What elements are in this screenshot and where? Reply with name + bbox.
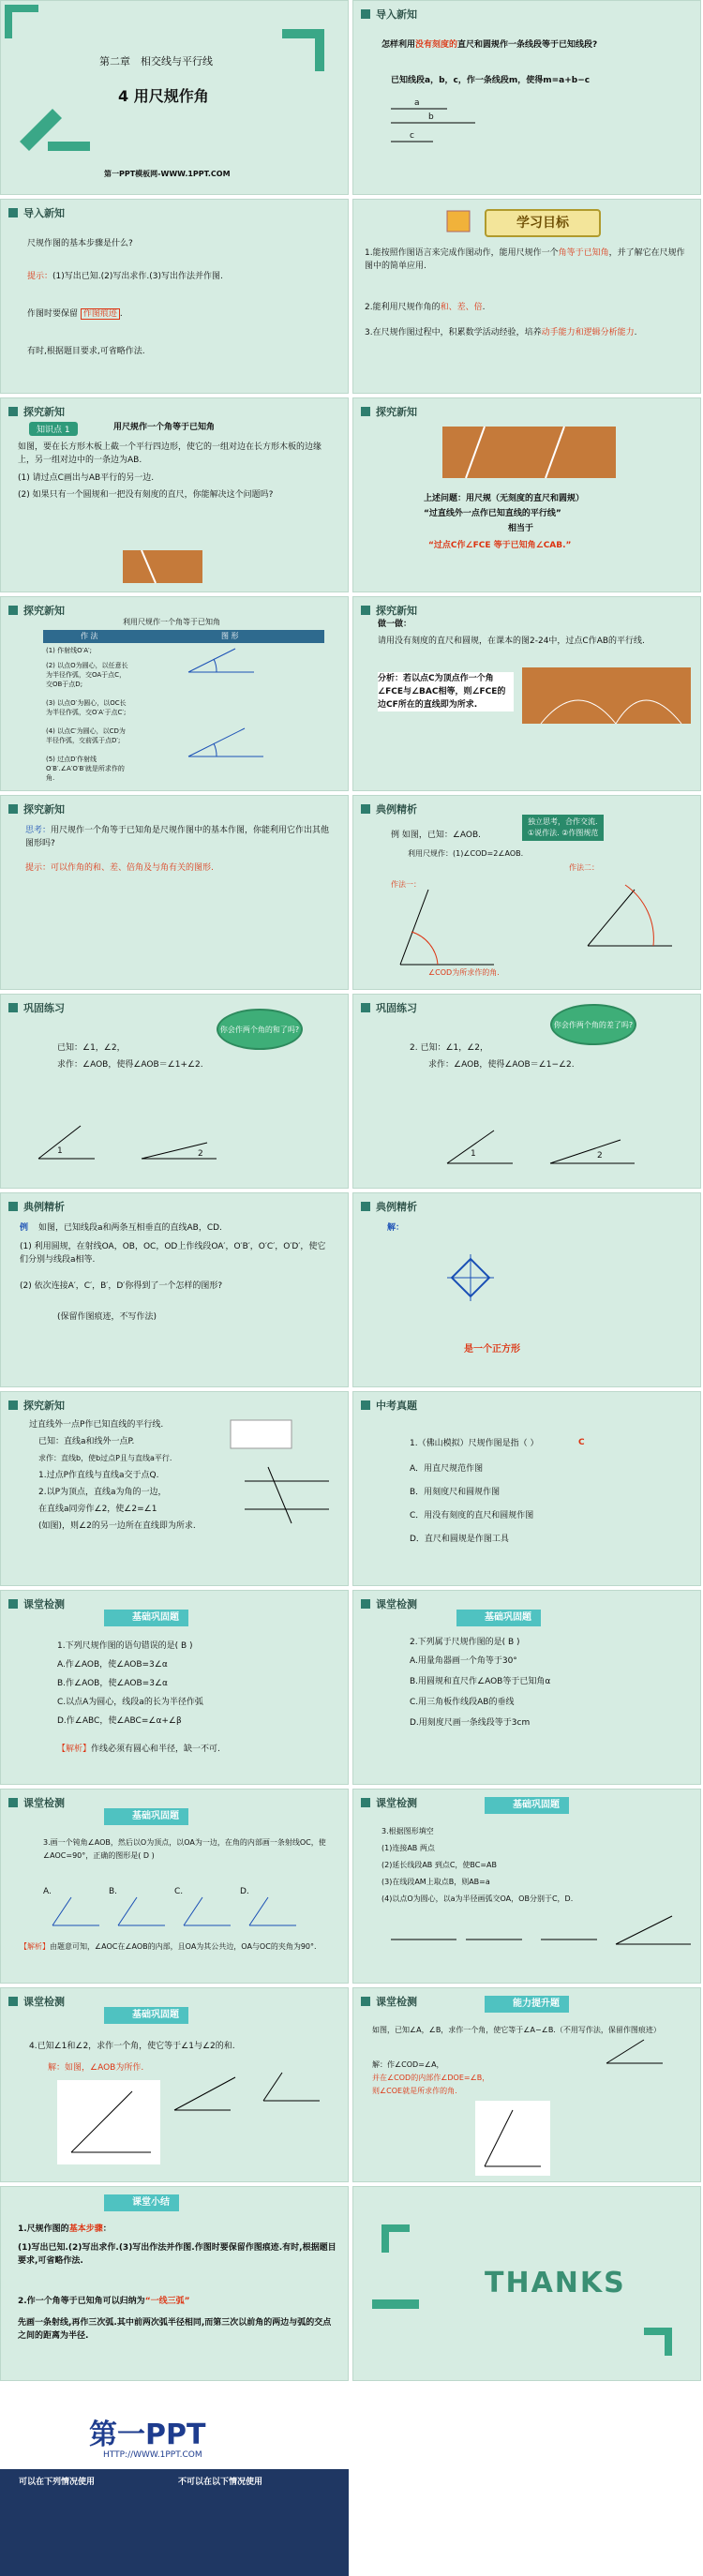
note: (保留作图痕迹，不写作法): [57, 1312, 157, 1322]
kp-title: 用尺规作一个角等于已知角: [113, 423, 216, 432]
hint-text: 提示：可以作角的和、差、倍角及与角有关的图形.: [25, 863, 214, 873]
line-3: 相当于: [508, 524, 534, 533]
figure-diagram: [353, 1790, 701, 1984]
construction-diagram: [353, 796, 701, 990]
slide-9: [0, 795, 349, 990]
question-1: 怎样利用没有刻度的直尺和圆规作一条线段等于已知线段?: [381, 40, 598, 50]
example-label: 例: [20, 1223, 29, 1233]
goal-1: 1.能按照作图语言来完成作图动作，能用尺规作一个角等于已知角，并了解它在尺规作图中的简单应用.: [365, 248, 685, 271]
option-b: B.用圆规和直尺作∠AOB等于已知角α: [410, 1677, 551, 1686]
goals-badge: 学习目标: [485, 209, 601, 237]
given: 已知：直线a和线外一点P.: [38, 1437, 135, 1446]
section-tag: 课堂检测: [361, 1596, 417, 1611]
item-2: (2)延长线段AB 到点C，使BC=AB: [381, 1861, 498, 1869]
solution-3: 则∠COE就是所求作的角.: [372, 2087, 457, 2095]
solution-2: 并在∠COD的内部作∠DOE=∠B，: [372, 2074, 490, 2082]
summary-badge: 课堂小结: [104, 2194, 179, 2211]
method-1: 作法一：: [391, 880, 421, 889]
ad-logo: 第一PPT: [89, 2419, 206, 2451]
requirement: 利用尺规作：(1)∠COD=2∠AOB.: [408, 849, 524, 858]
step-3: (3) 以点O′为圆心，以OC长为半径作弧，交O′A′于点C′;: [46, 699, 127, 716]
ad-info: [0, 2469, 349, 2576]
slide-14: [352, 1192, 701, 1387]
option-c: C.以点A为圆心，线段a的长为半径作弧: [57, 1698, 203, 1707]
section-tag: 探究新知: [8, 404, 65, 419]
problem-text: 如图，要在长方形木板上截一个平行四边形，使它的一组对边在长方形木板的边缘上，另一组对边中的一条边为AB.: [18, 442, 322, 465]
slide-16: [352, 1391, 701, 1586]
question: 1.下列尺规作图的语句错误的是( B ): [57, 1641, 193, 1651]
option-a: A.用量角器画一个角等于30°: [410, 1656, 517, 1666]
note-box: 独立思考，合作交流. ①说作法. ②作图规范: [522, 815, 604, 841]
section-tag: 巩固练习: [8, 1000, 65, 1015]
ad-left-title: 可以在下列情况使用: [19, 2478, 96, 2487]
line-2: “过直线外一点作已知直线的平行线”: [424, 509, 561, 518]
slide-18: [352, 1590, 701, 1785]
option-d: D.用刻度尺画一条线段等于3cm: [410, 1718, 531, 1728]
question-2: (2) 如果只有一个圆规和一把没有刻度的直尺，你能解决这个问题吗?: [18, 490, 274, 500]
result: 是一个正方形: [464, 1344, 520, 1355]
result-text: ∠COD为所求作的角.: [428, 968, 500, 977]
section-tag: 课堂检测: [361, 1795, 417, 1810]
solution-label: 解：: [387, 1223, 405, 1233]
keep-trace: 作图时要保留 作图痕迹 .: [27, 309, 123, 319]
item-4: (4)以点O为圆心，以a为半径画弧交OA，OB分别于C，D.: [381, 1895, 574, 1903]
table-header: 作 法 图 形: [43, 630, 324, 643]
task: 求作：直线b，使b过点P且与直线a平行.: [38, 1454, 172, 1462]
slide-5: [0, 397, 349, 592]
solution: 解：如图，∠AOB为所作.: [48, 2063, 144, 2073]
slide-21: [0, 1987, 349, 2182]
question-bubble: 你会作两个角的差了吗?: [550, 1004, 636, 1045]
goal-2: 2.能利用尺规作角的和、差、倍.: [365, 303, 486, 312]
chapter-title: 第二章 相交线与平行线: [99, 55, 213, 67]
step-4: (4) 以点C′为圆心，以CD为半径作弧，交前弧于点D′;: [46, 727, 126, 744]
slide-4: [352, 199, 701, 394]
option-d: D.作∠ABC，使∠ABC=∠α+∠β: [57, 1716, 182, 1726]
lesson-title: 4 用尺规作角: [118, 87, 209, 105]
think-text: 思考：用尺规作一个角等于已知角是尺规作图中的基本作图，你能利用它作出其他图形吗?: [25, 826, 330, 848]
slide-6: [352, 397, 701, 592]
slide-10: [352, 795, 701, 990]
question: 4.已知∠1和∠2，求作一个角，使它等于∠1与∠2的和.: [29, 2042, 235, 2051]
level-badge: 基础巩固题: [456, 1610, 541, 1626]
angles-diagram: [353, 995, 701, 1189]
slide-11: [0, 994, 349, 1189]
section-tag: 典例精析: [361, 801, 417, 816]
question: 3.画一个钝角∠AOB，然后以O为顶点，以OA为一边，在角的内部画一条射线OC，使∠AOC=90°，正确的图形是( D ): [43, 1838, 326, 1860]
slide-7: [0, 596, 349, 791]
level-badge: 能力提升题: [485, 1996, 569, 2013]
step-3: 在直线a同旁作∠2，使∠2=∠1: [38, 1505, 157, 1514]
example: 例 如图，已知：∠AOB.: [391, 831, 482, 840]
step-2: 2.以P为顶点，直线a为角的一边，: [38, 1488, 167, 1497]
label-b: b: [428, 112, 434, 122]
slide-2: [352, 0, 701, 195]
option-c: C.: [174, 1887, 184, 1896]
angle-1-label: 1: [471, 1149, 476, 1159]
summary-1: 1.尺规作图的基本步骤：: [18, 2224, 112, 2234]
option-a: A.: [43, 1887, 52, 1896]
label-a: a: [414, 98, 420, 108]
slide-12: [352, 994, 701, 1189]
segment-diagram: [353, 1, 701, 195]
construction-diagram: [1, 597, 349, 791]
thanks-text: THANKS: [485, 2267, 626, 2299]
section-tag: 课堂检测: [361, 1994, 417, 2009]
question-1: (1) 请过点C画出与AB平行的另一边.: [18, 473, 155, 483]
board-diagram: [353, 597, 701, 791]
question: 如图，已知∠A，∠B，求作一个角，使它等于∠A−∠B.（不用写作法，保留作图痕迹）: [372, 2026, 661, 2034]
example-text: 如图，已知线段a和两条互相垂直的直线AB，CD.: [38, 1223, 222, 1233]
step-2: (2) 以点O为圆心，以任意长为半径作弧，交OA于点C，交OB于点D;: [46, 662, 128, 688]
hint: 提示：(1)写出已知.(2)写出求作.(3)写出作法并作图.: [27, 272, 223, 281]
slide-19: [0, 1789, 349, 1984]
section-tag: 导入新知: [8, 205, 65, 220]
option-b: B.: [109, 1887, 118, 1896]
question-1: (1) 利用圆规，在射线OA，OB，OC，OD上作线段OA′，O′B′，O′C′，O′D′，使它们分别与线段a相等.: [20, 1242, 326, 1265]
analysis-box: 分析：若以点C为顶点作一个角∠FCE与∠BAC相等，则∠FCE的边CF所在的直线即为所求.: [378, 672, 514, 711]
question: 1.（佛山模拟）尺规作图是指（ ）: [410, 1439, 539, 1448]
section-tag: 课堂检测: [8, 1795, 65, 1810]
angle-2-label: 2: [198, 1149, 203, 1159]
ad-panel: [0, 2385, 349, 2576]
level-badge: 基础巩固题: [104, 1808, 188, 1825]
section-tag: 课堂检测: [8, 1994, 65, 2009]
parallel-diagram: [1, 1392, 349, 1586]
slide-13: [0, 1192, 349, 1387]
summary-steps: (1)写出已知.(2)写出求作.(3)写出作法并作图.作图时要保留作图痕迹.有时,根据题目要求,可省略作法.: [18, 2243, 337, 2266]
item-3: (3)在线段AM上取点B，则AB=a: [381, 1878, 490, 1886]
question: 3.根据图形填空: [381, 1827, 434, 1835]
option-a: A．用直尺规范作图: [410, 1464, 484, 1474]
slide-24: [352, 2186, 701, 2381]
angles-diagram: [1, 1988, 349, 2182]
section-tag: 导入新知: [361, 7, 417, 22]
board-diagram: [1, 398, 349, 592]
slide-3: [0, 199, 349, 394]
level-badge: 基础巩固题: [485, 1797, 569, 1814]
goal-3: 3.在尺规作图过程中，积累数学活动经验，培养动手能力和逻辑分析能力.: [365, 328, 637, 337]
slide-1: [0, 0, 349, 195]
analysis: 【解析】由题意可知，∠AOC在∠AOB的内部，且OA为其公共边，OA与OC的夹角为90°.: [20, 1942, 317, 1951]
angle-2-label: 2: [597, 1151, 603, 1161]
level-badge: 基础巩固题: [104, 1610, 188, 1626]
book-icon: [353, 200, 701, 394]
knowledge-point-badge: 知识点 1: [29, 422, 78, 436]
slide-20: [352, 1789, 701, 1984]
step-5: (5) 过点D′作射线O′B′.∠A′O′B′就是所求作的角.: [46, 756, 125, 782]
omit-note: 有时,根据题目要求,可省略作法.: [27, 347, 145, 356]
question-2: 已知线段a，b，c，作一条线段m，使得m=a+b−c: [391, 76, 591, 85]
section-tag: 探究新知: [8, 801, 65, 816]
answer: C: [578, 1438, 585, 1447]
method-2: 作法二：: [569, 863, 599, 872]
section-tag: 巩固练习: [361, 1000, 417, 1015]
option-c: C.用三角板作线段AB的垂线: [410, 1698, 515, 1707]
angles-diagram: [1, 995, 349, 1189]
label-c: c: [410, 131, 414, 141]
slide-22: [352, 1987, 701, 2182]
step-1: 1.过点P作直线与直线a交于点Q.: [38, 1471, 159, 1480]
section-tag: 探究新知: [8, 603, 65, 618]
question: 尺规作图的基本步骤是什么?: [27, 239, 133, 248]
section-tag: 课堂检测: [8, 1596, 65, 1611]
section-tag: 典例精析: [361, 1199, 417, 1214]
given: 已知：∠1，∠2，: [57, 1043, 126, 1053]
question-2: (2) 依次连接A′，C′，B′，D′你得到了一个怎样的图形?: [20, 1281, 223, 1291]
ad-url: HTTP://WWW.1PPT.COM: [103, 2450, 202, 2460]
square-diagram: [353, 1193, 701, 1387]
task: 求作：∠AOB，使得∠AOB＝∠1−∠2.: [428, 1060, 575, 1070]
question: 2.下列属于尺规作图的是( B ): [410, 1638, 520, 1647]
source-text: 第一PPT模板网-WWW.1PPT.COM: [104, 170, 231, 178]
step-4: (如图)，则∠2的另一边所在直线即为所求.: [38, 1521, 196, 1531]
option-d: D．直尺和圆规是作图工具: [410, 1535, 509, 1544]
section-tag: 中考真题: [361, 1398, 417, 1413]
level-badge: 基础巩固题: [104, 2007, 188, 2024]
summary-2: 2.作一个角等于已知角可以归纳为“一线三弧”: [18, 2297, 190, 2306]
option-b: B.作∠AOB，使∠AOB=3∠α: [57, 1679, 168, 1688]
try-text: 请用没有刻度的直尺和圆规，在课本的图2-24中，过点C作AB的平行线.: [378, 637, 645, 646]
section-tag: 探究新知: [8, 1398, 65, 1413]
line-4: “过点C作∠FCE 等于已知角∠CAB.”: [428, 541, 572, 550]
summary-detail: 先画一条射线,再作三次弧.其中前两次弧半径相同,而第三次以前角的两边与弧的交点之间的距离为半径.: [18, 2318, 332, 2341]
option-a: A.作∠AOB，使∠AOB=3∠α: [57, 1660, 168, 1670]
task: 求作：∠AOB，使得∠AOB＝∠1+∠2.: [57, 1060, 203, 1070]
slide-15: [0, 1391, 349, 1586]
angles-diagram: [353, 1988, 701, 2182]
slide-8: [352, 596, 701, 791]
angle-1-label: 1: [57, 1146, 63, 1156]
option-d: D.: [240, 1887, 249, 1896]
try-label: 做一做：: [378, 620, 412, 629]
line-1: 上述问题：用尺规（无刻度的直尺和圆规）: [424, 494, 585, 503]
option-c: C．用没有刻度的直尺和圆规作图: [410, 1511, 534, 1520]
step-1: (1) 作射线O′A′;: [46, 647, 92, 654]
option-diagrams: [1, 1790, 349, 1984]
section-tag: 探究新知: [361, 603, 417, 618]
table-title: 利用尺规作一个角等于已知角: [123, 618, 220, 626]
slide-23: [0, 2186, 349, 2381]
given: 2. 已知：∠1，∠2，: [410, 1043, 489, 1053]
section-tag: 探究新知: [361, 404, 417, 419]
analysis: 【解析】作线必须有圆心和半径，缺一不可.: [57, 1745, 220, 1754]
section-tag: 典例精析: [8, 1199, 65, 1214]
slide-17: [0, 1590, 349, 1785]
item-1: (1)连接AB 两点: [381, 1844, 435, 1852]
solution-1: 解：作∠COD=∠A，: [372, 2060, 444, 2069]
question-bubble: 你会作两个角的和了吗?: [217, 1009, 303, 1050]
problem: 过直线外一点P作已知直线的平行线.: [29, 1420, 164, 1430]
ad-right-title: 不可以在以下情况使用: [178, 2478, 263, 2487]
option-b: B．用刻度尺和圆规作图: [410, 1488, 501, 1497]
